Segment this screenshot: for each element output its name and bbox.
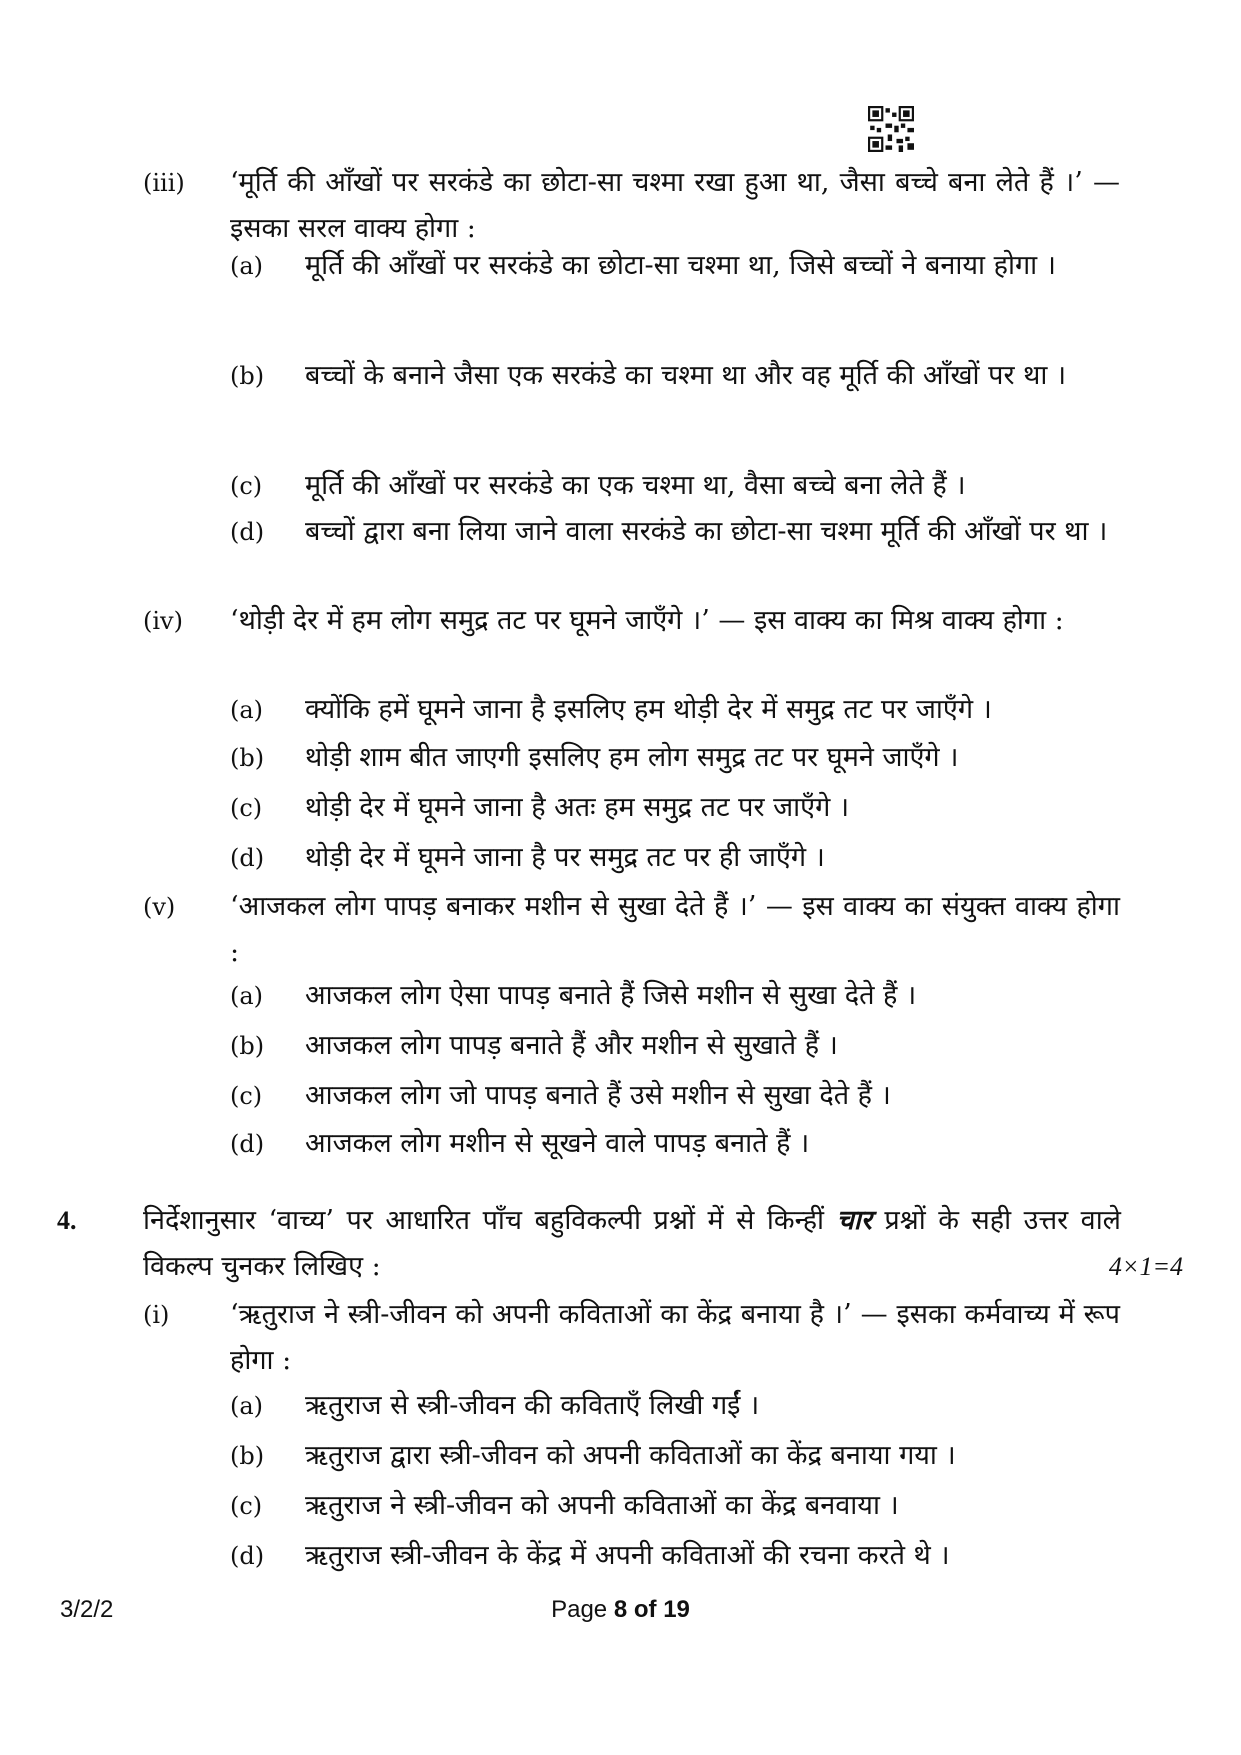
option-label: (d) (230, 844, 265, 872)
sub-question-number: (iii) (143, 169, 185, 197)
page-of: of (633, 1596, 657, 1623)
qr-code-icon (868, 106, 914, 152)
page-prefix: Page (551, 1596, 608, 1623)
question-instruction (143, 1198, 1121, 1290)
question-stem: ‘ऋतुराज ने स्त्री-जीवन को अपनी कविताओं का केंद्र बनाया है ।’ — इसका कर्मवाच्य में रूप होगा : (230, 1299, 1120, 1376)
option-label: (a) (230, 252, 264, 280)
option-label: (c) (230, 1492, 263, 1520)
option-text: आजकल लोग पापड़ बनाते हैं और मशीन से सुखाते हैं । (305, 1030, 838, 1061)
option-text: बच्चों द्वारा बना लिया जाने वाला सरकंडे का छोटा-सा चश्मा मूर्ति की आँखों पर था । (305, 516, 1108, 547)
question-number: 4. (57, 1206, 77, 1235)
option-text: ऋतुराज से स्त्री-जीवन की कविताएँ लिखी गईं । (305, 1390, 760, 1421)
option-text: ऋतुराज द्वारा स्त्री-जीवन को अपनी कविताओं का केंद्र बनाया गया । (305, 1440, 956, 1471)
instruction-text-rest: प्रश्नों के सही उत्तर वाले विकल्प चुनकर लिखिए : (143, 1205, 1121, 1282)
option-text: ऋतुराज स्त्री-जीवन के केंद्र में अपनी कविताओं की रचना करते थे । (305, 1540, 950, 1571)
option-text: मूर्ति की आँखों पर सरकंडे का एक चश्मा था, वैसा बच्चे बना लेते हैं । (305, 470, 966, 501)
option-text: थोड़ी देर में घूमने जाना है पर समुद्र तट पर ही जाएँगे । (305, 842, 825, 873)
option-label: (c) (230, 1082, 263, 1110)
option-label: (b) (230, 362, 265, 390)
option-text: आजकल लोग जो पापड़ बनाते हैं उसे मशीन से सुखा देते हैं । (305, 1080, 891, 1111)
sub-question-number: (i) (143, 1301, 170, 1329)
sub-question-number: (v) (143, 893, 176, 921)
option-text: मूर्ति की आँखों पर सरकंडे का छोटा-सा चश्मा था, जिसे बच्चों ने बनाया होगा । (305, 250, 1056, 281)
option-text: क्योंकि हमें घूमने जाना है इसलिए हम थोड़ी देर में समुद्र तट पर जाएँगे । (305, 694, 992, 725)
option-label: (a) (230, 696, 264, 724)
page-current: 8 (613, 1596, 628, 1623)
question-stem: ‘मूर्ति की आँखों पर सरकंडे का छोटा-सा चश्मा रखा हुआ था, जैसा बच्चे बना लेते हैं ।’ — इसका सरल वाक्य होगा : (230, 167, 1120, 244)
option-text: बच्चों के बनाने जैसा एक सरकंडे का चश्मा था और वह मूर्ति की आँखों पर था । (305, 360, 1067, 391)
sub-question-number: (iv) (143, 607, 183, 635)
page-total: 19 (663, 1596, 690, 1623)
option-label: (d) (230, 1542, 265, 1570)
option-label: (d) (230, 518, 265, 546)
option-text: ऋतुराज ने स्त्री-जीवन को अपनी कविताओं का केंद्र बनवाया । (305, 1490, 899, 1521)
page-number-footer (0, 1596, 1241, 1624)
option-label: (a) (230, 1392, 264, 1420)
option-text: आजकल लोग ऐसा पापड़ बनाते हैं जिसे मशीन से सुखा देते हैं । (305, 980, 917, 1011)
option-text: थोड़ी देर में घूमने जाना है अतः हम समुद्र तट पर जाएँगे । (305, 792, 850, 823)
option-text: थोड़ी शाम बीत जाएगी इसलिए हम लोग समुद्र तट पर घूमने जाएँगे । (305, 742, 959, 773)
instruction-emphasis: चार (836, 1205, 872, 1236)
option-label: (c) (230, 794, 263, 822)
option-label: (c) (230, 472, 263, 500)
option-label: (b) (230, 1442, 265, 1470)
paper-code: 3/2/2 (60, 1596, 114, 1623)
option-label: (a) (230, 982, 264, 1010)
question-stem: ‘आजकल लोग पापड़ बनाकर मशीन से सुखा देते हैं ।’ — इस वाक्य का संयुक्त वाक्य होगा : (230, 891, 1120, 968)
marks-allocation: 4×1=4 (1108, 1252, 1183, 1281)
option-label: (b) (230, 744, 265, 772)
instruction-text: निर्देशानुसार ‘वाच्य’ पर आधारित पाँच बहुविकल्पी प्रश्नों में से किन्हीं (143, 1205, 825, 1236)
option-label: (d) (230, 1130, 265, 1158)
option-label: (b) (230, 1032, 265, 1060)
option-text: आजकल लोग मशीन से सूखने वाले पापड़ बनाते हैं । (305, 1128, 810, 1159)
question-stem: ‘थोड़ी देर में हम लोग समुद्र तट पर घूमने जाएँगे ।’ — इस वाक्य का मिश्र वाक्य होगा : (230, 605, 1064, 636)
